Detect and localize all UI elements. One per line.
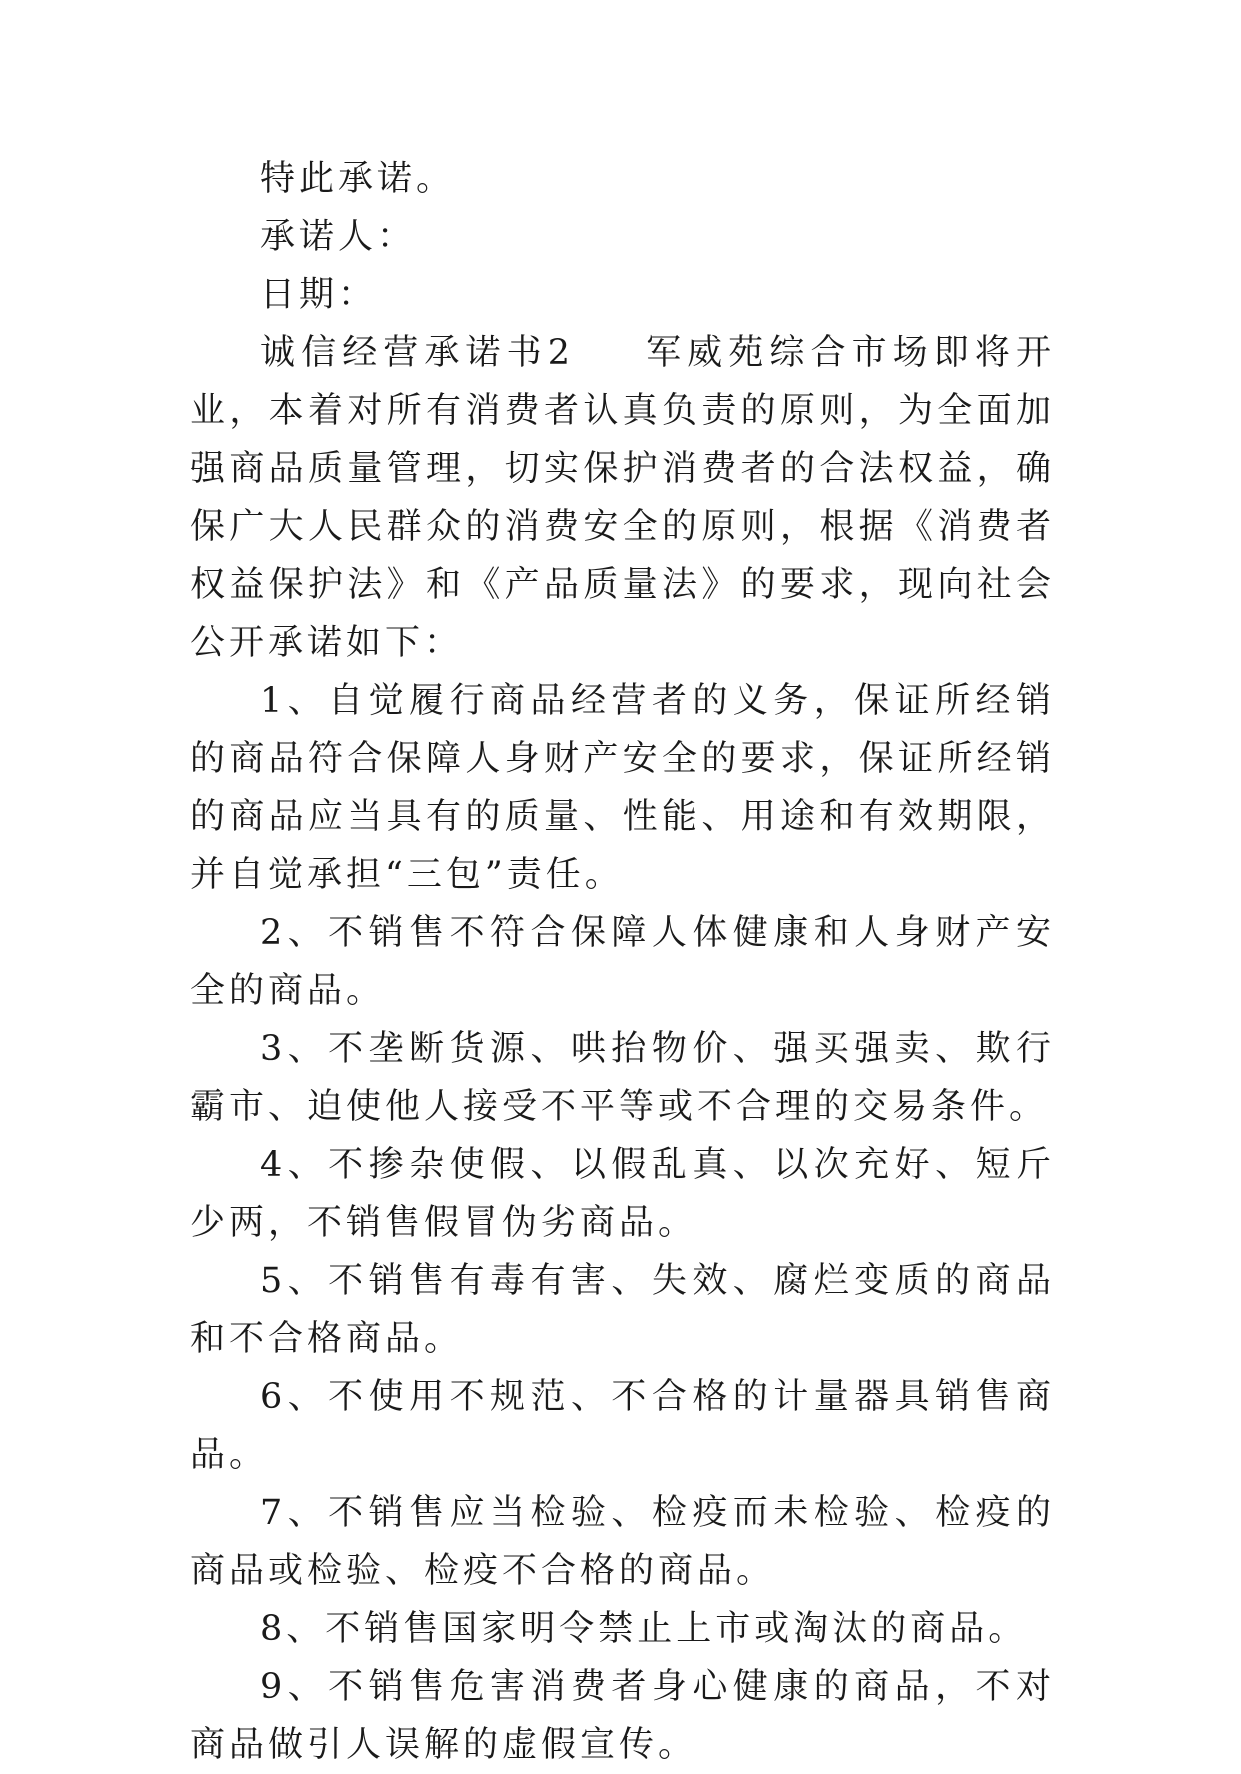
commitment-item-7: 7、不销售应当检验、检疫而未检验、检疫的商品或检验、检疫不合格的商品。 (190, 1493, 1055, 1591)
date-label: 日期： (260, 275, 378, 315)
commitment-item-3: 3、不垄断货源、哄抬物价、强买强卖、欺行霸市、迫使他人接受不平等或不合理的交易条件。 (190, 1029, 1055, 1127)
commitment-item-8: 8、不销售国家明令禁止上市或淘汰的商品。 (260, 1609, 1028, 1649)
section-intro-start: 军威苑综合市场即将开业，本着 (190, 333, 1055, 431)
commitment-item-1: 1、自觉履行商品经营者的义务，保证所经销的商品符合保障人身财产安全的要求，保证所经销的商品应当具有的质量、性能、用途和有效期限，并自觉承担“三包”责任。 (190, 681, 1055, 895)
section-intro-rest: 对所有消费者认真负责的原则，为全面加强商品质量管理，切实保护消费者的合法权益，确保广大人民群众的消费安全的原则，根据《消费者权益保护法》和《产品质量法》的要求，现向社会公开承诺如下： (190, 391, 1055, 663)
commitment-item-9: 9、不销售危害消费者身心健康的商品，不对商品做引人误解的虚假宣传。 (190, 1667, 1055, 1765)
commitment-item-6: 6、不使用不规范、不合格的计量器具销售商品。 (190, 1377, 1055, 1475)
commitment-item-5: 5、不销售有毒有害、失效、腐烂变质的商品和不合格商品。 (190, 1261, 1055, 1359)
closing-statement: 特此承诺。 (260, 159, 456, 199)
promisor-label: 承诺人： (260, 217, 417, 257)
commitment-item-2: 2、不销售不符合保障人体健康和人身财产安全的商品。 (190, 913, 1055, 1011)
document-body (190, 150, 1055, 1774)
section-heading-line (190, 324, 1055, 672)
commitment-item-4: 4、不掺杂使假、以假乱真、以次充好、短斤少两，不销售假冒伪劣商品。 (190, 1145, 1055, 1243)
section-title: 诚信经营承诺书2 (260, 333, 574, 373)
